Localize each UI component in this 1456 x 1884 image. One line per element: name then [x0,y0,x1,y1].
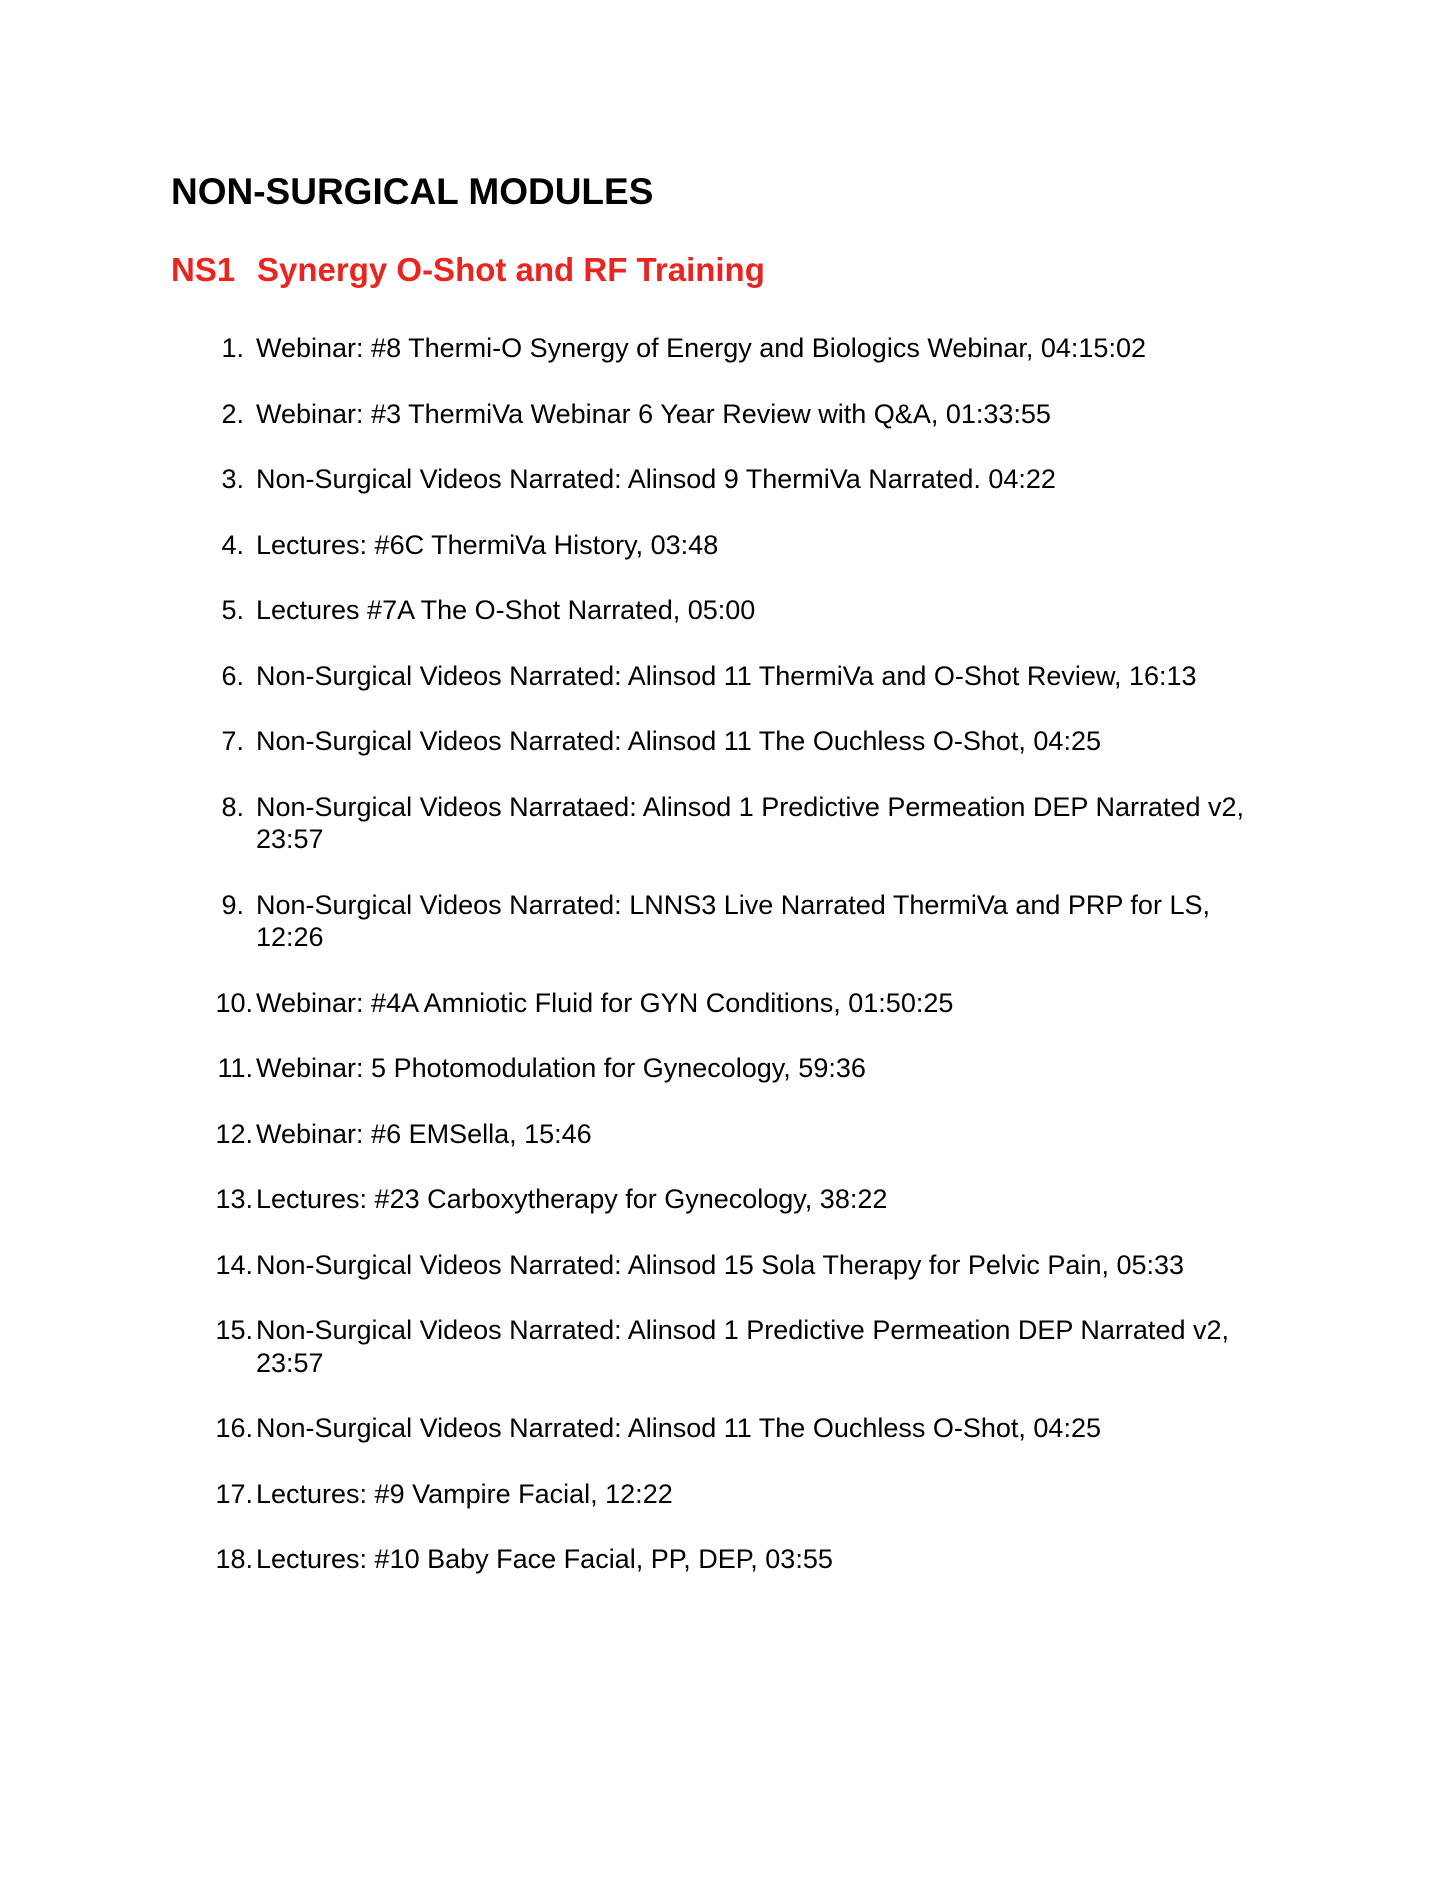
item-number: 7. [221,726,244,756]
item-text: Non-Surgical Videos Narrated: Alinsod 11 The Ouchless O-Shot, 04:25 [256,1413,1101,1443]
item-text: Webinar: #4A Amniotic Fluid for GYN Conditions, 01:50:25 [256,987,954,1018]
item-text: Lectures #7A The O-Shot Narrated, 05:00 [256,595,756,625]
list-item [170,1052,1290,1085]
module-heading [171,250,765,290]
list-item [170,332,1290,365]
page-title: NON-SURGICAL MODULES [171,171,654,212]
list-item [170,791,1290,856]
list-item [170,987,1290,1020]
list-item [170,1118,1290,1151]
list-item [170,1543,1290,1576]
list-item [170,463,1290,496]
item-number: 2. [221,398,244,429]
item-number: 5. [221,595,244,625]
list-item [170,660,1290,693]
item-text: Non-Surgical Videos Narrated: LNNS3 Live Narrated ThermiVa and PRP for LS, 12:26 [256,889,1210,952]
item-number: 8. [221,791,244,822]
item-number: 13. [215,1184,253,1214]
item-number: 12. [215,1118,253,1149]
item-text: Non-Surgical Videos Narrated: Alinsod 11 ThermiVa and O-Shot Review, 16:13 [256,660,1197,691]
item-text: Non-Surgical Videos Narrated: Alinsod 9 ThermiVa Narrated. 04:22 [256,464,1056,494]
item-text: Lectures: #10 Baby Face Facial, PP, DEP, 03:55 [256,1544,833,1574]
item-text: Webinar: #3 ThermiVa Webinar 6 Year Review with Q&A, 01:33:55 [256,398,1051,429]
list-item [170,594,1290,627]
list-item [170,398,1290,431]
list-item [170,1314,1290,1379]
item-number: 3. [221,464,244,494]
item-number: 1. [221,333,244,363]
module-item-list [170,332,1290,1609]
list-item [170,889,1290,954]
item-number: 9. [221,889,244,920]
item-text: Lectures: #6C ThermiVa History, 03:48 [256,529,719,560]
item-number: 10. [215,987,253,1018]
item-number: 15. [215,1315,253,1345]
item-number: 6. [221,660,244,691]
item-number: 16. [215,1413,253,1443]
module-code: NS1 [171,251,236,288]
list-item [170,1478,1290,1511]
item-text: Non-Surgical Videos Narrated: Alinsod 11 The Ouchless O-Shot, 04:25 [256,726,1101,756]
list-item [170,1249,1290,1282]
item-number: 18. [215,1544,253,1574]
list-item [170,725,1290,758]
item-number: 14. [215,1249,253,1280]
item-text: Webinar: #6 EMSella, 15:46 [256,1118,592,1149]
item-text: Non-Surgical Videos Narrated: Alinsod 15 Sola Therapy for Pelvic Pain, 05:33 [256,1249,1185,1280]
item-text: Webinar: 5 Photomodulation for Gynecology, 59:36 [256,1053,866,1083]
list-item [170,1412,1290,1445]
item-number: 4. [221,529,244,560]
item-text: Lectures: #9 Vampire Facial, 12:22 [256,1478,673,1509]
item-text: Non-Surgical Videos Narrataed: Alinsod 1 Predictive Permeation DEP Narrated v2, 23:57 [256,791,1245,854]
list-item [170,529,1290,562]
list-item [170,1183,1290,1216]
item-number: 11. [217,1053,253,1083]
item-text: Webinar: #8 Thermi-O Synergy of Energy and Biologics Webinar, 04:15:02 [256,333,1146,363]
item-text: Non-Surgical Videos Narrated: Alinsod 1 Predictive Permeation DEP Narrated v2, 23:57 [256,1315,1229,1378]
item-text: Lectures: #23 Carboxytherapy for Gynecology, 38:22 [256,1184,888,1214]
module-name: Synergy O-Shot and RF Training [257,251,765,288]
item-number: 17. [215,1478,253,1509]
